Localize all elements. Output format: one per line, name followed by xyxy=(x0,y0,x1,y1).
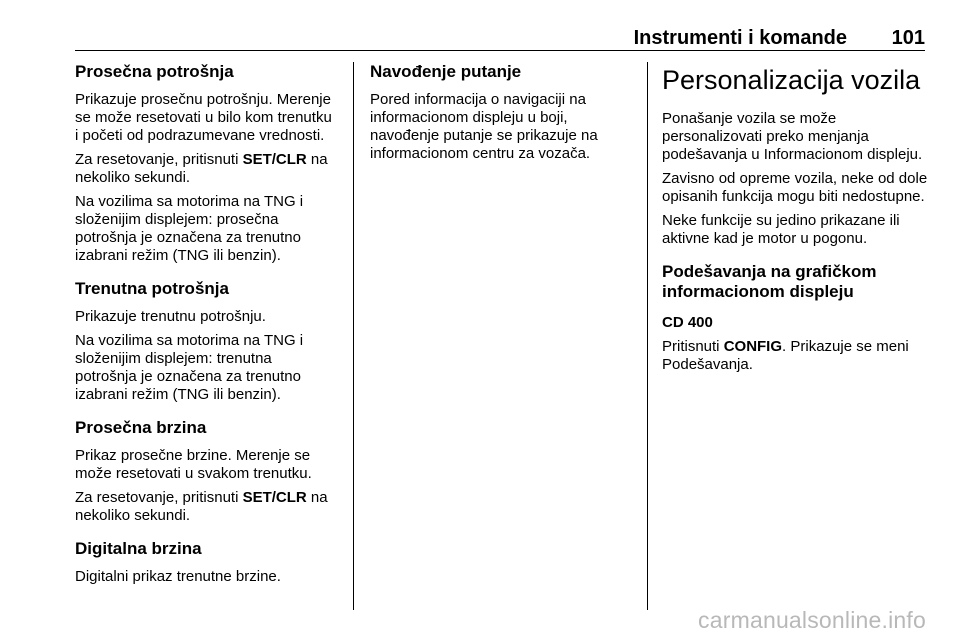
header-title: Instrumenti i komande xyxy=(633,27,847,49)
key-label-set-clr: SET/CLR xyxy=(242,151,307,168)
heading-average-consumption: Prosečna potrošnja xyxy=(75,62,234,81)
heading-route-guidance: Navođenje putanje xyxy=(370,62,522,81)
key-label-config: CONFIG xyxy=(723,338,783,355)
paragraph: Neke funkcije su jedino prikazane ili aktivne kad je motor u pogonu. xyxy=(662,212,900,247)
paragraph: Pored informacija o navigaciji na informacionom displeju u boji, navođenje putanje se prikazuje na informacionom centru za vozača. xyxy=(370,91,598,162)
column-left xyxy=(75,62,333,586)
paragraph: Prikazuje prosečnu potrošnju. Merenje se može resetovati u bilo kom trenutku i početi od podrazumevane vrednosti. xyxy=(75,91,332,144)
paragraph: Na vozilima sa motorima na TNG i složenijim displejem: prosečna potrošnja je označena za trenutno izabrani režim (TNG ili benzin). xyxy=(75,193,304,264)
heading-average-speed: Prosečna brzina xyxy=(75,418,207,437)
paragraph: Zavisno od opreme vozila, neke od dole opisanih funkcija mogu biti nedostupne. xyxy=(662,170,928,205)
model-heading: CD 400 xyxy=(662,314,713,331)
heading-digital-speed: Digitalna brzina xyxy=(75,539,202,558)
key-label-set-clr: SET/CLR xyxy=(242,489,307,506)
paragraph: Pritisnuti CONFIG. Prikazuje se meni Podešavanja. xyxy=(662,338,909,373)
paragraph: Digitalni prikaz trenutne brzine. xyxy=(75,568,281,585)
heading-settings-display: Podešavanja na grafičkom informacionom displeju xyxy=(662,262,877,301)
heading-current-consumption: Trenutna potrošnja xyxy=(75,279,229,298)
paragraph: Na vozilima sa motorima na TNG i složenijim displejem: trenutna potrošnja je označena za trenutno izabrani režim (TNG ili benzin). xyxy=(75,332,304,403)
paragraph: Ponašanje vozila se može personalizovati preko menjanja podešavanja u Informacionom displeju. xyxy=(662,110,923,163)
paragraph: Prikazuje trenutnu potrošnju. xyxy=(75,308,266,325)
paragraph: Za resetovanje, pritisnuti SET/CLR na nekoliko sekundi. xyxy=(75,151,328,186)
column-right xyxy=(662,64,932,374)
watermark: carmanualsonline.info xyxy=(698,607,926,633)
page-number: 101 xyxy=(891,27,925,49)
column-divider xyxy=(353,62,354,610)
page-header xyxy=(75,26,925,51)
paragraph: Prikaz prosečne brzine. Merenje se može resetovati u svakom trenutku. xyxy=(75,447,312,482)
section-title: Personalizacija vozila xyxy=(662,65,921,95)
paragraph: Za resetovanje, pritisnuti SET/CLR na nekoliko sekundi. xyxy=(75,489,328,524)
column-divider xyxy=(647,62,648,610)
column-middle xyxy=(370,62,628,163)
